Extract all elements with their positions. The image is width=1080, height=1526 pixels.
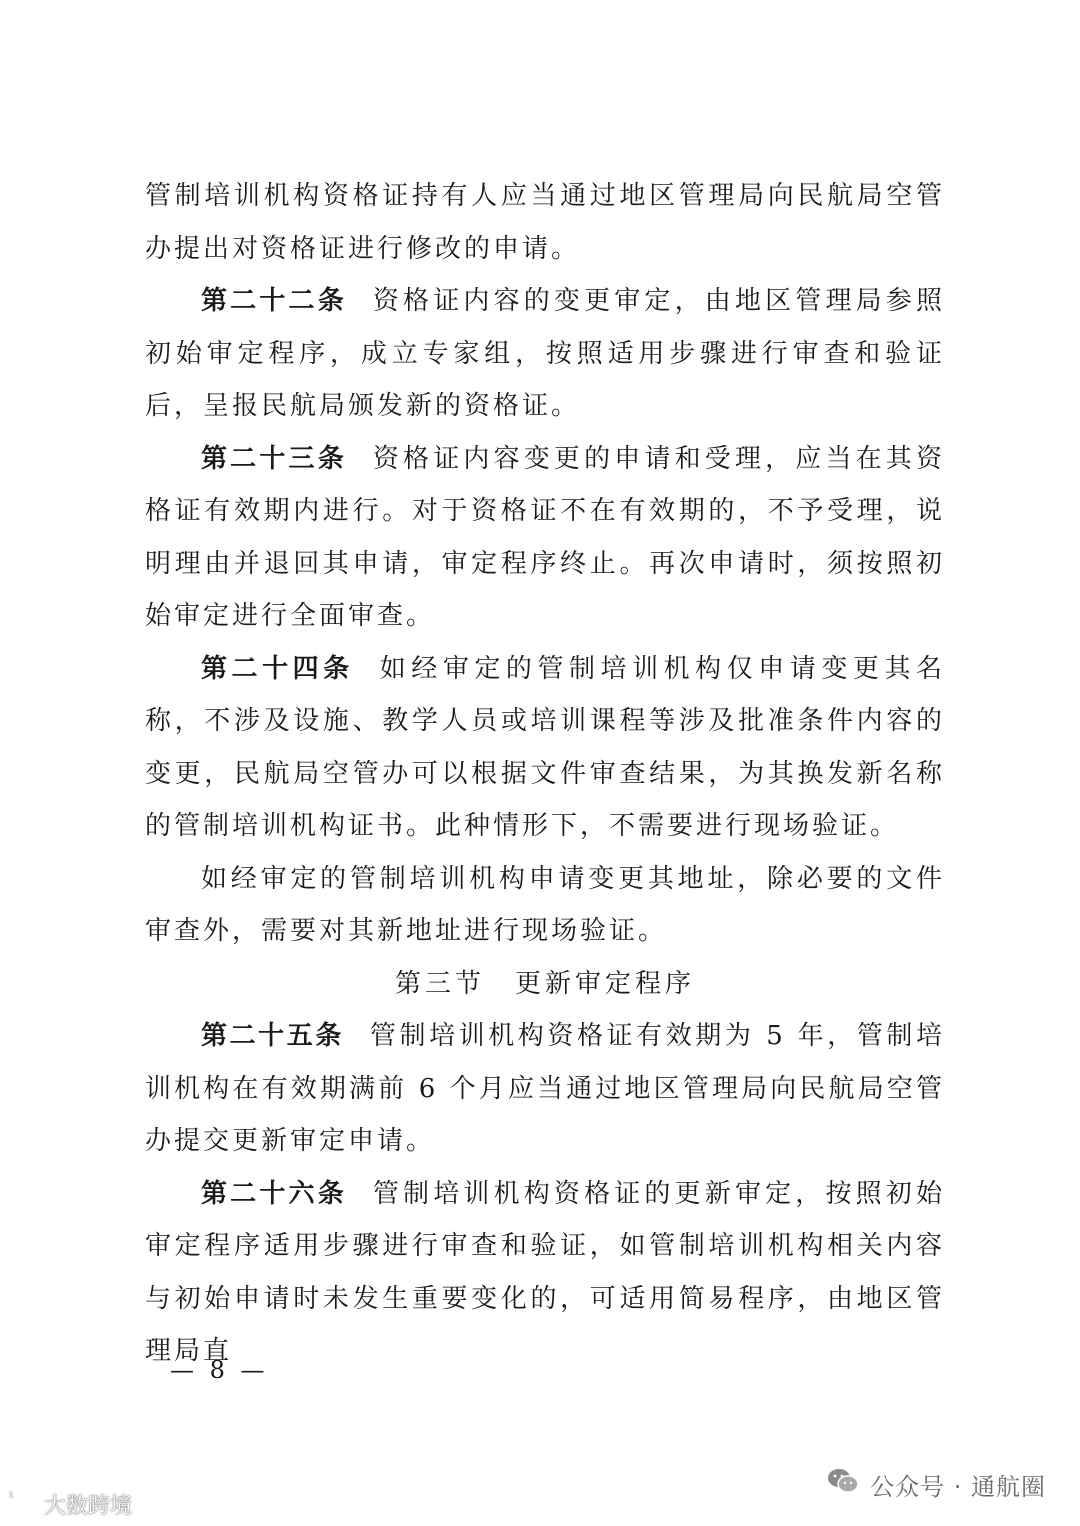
logo-icon: [6, 1488, 40, 1520]
article-text: 如经审定的管制培训机构仅申请变更其名称，不涉及设施、教学人员或培训课程等涉及批准条件内容的变更，民航局空管办可以根据文件审查结果，为其换发新名称的管制培训机构证书。此种情形下，不需要进行现场验证。: [145, 653, 945, 841]
paragraph-text: 管制培训机构资格证持有人应当通过地区管理局向民航局空管办提出对资格证进行修改的申请。: [145, 181, 945, 264]
article-text: 资格证内容的变更审定，由地区管理局参照初始审定程序，成立专家组，按照适用步骤进行审查和验证后，呈报民航局颁发新的资格证。: [145, 286, 945, 421]
watermark-right-text: 公众号 · 通航圈: [870, 1472, 1046, 1501]
article-number: 第二十六条: [201, 1178, 347, 1209]
article-paragraph: [145, 1010, 945, 1168]
article-text: 管制培训机构资格证有效期为 5 年，管制培训机构在有效期满前 6 个月应当通过地区管理局向民航局空管办提交更新审定申请。: [145, 1021, 945, 1156]
svg-text:1: 1: [9, 1491, 14, 1499]
article-paragraph: [145, 1168, 945, 1378]
article-number: 第二十四条: [201, 653, 354, 684]
section-number: 第三节: [394, 968, 485, 999]
article-number: 第二十五条: [201, 1021, 344, 1051]
paragraph: [145, 853, 945, 958]
section-title: 更新审定程序: [515, 968, 696, 999]
article-paragraph: [145, 433, 945, 643]
paragraph: [145, 170, 945, 275]
article-paragraph: [145, 275, 945, 433]
article-text: 管制培训机构资格证的更新审定，按照初始审定程序适用步骤进行审查和验证，如管制培训机构相关内容与初始申请时未发生重要变化的，可适用简易程序，由地区管理局直: [145, 1178, 945, 1366]
document-body: [145, 170, 945, 1378]
article-paragraph: [145, 643, 945, 853]
section-heading: [145, 958, 945, 1011]
wechat-icon: [826, 1466, 860, 1502]
article-number: 第二十二条: [201, 286, 347, 316]
page-number: — 8 —: [170, 1356, 269, 1384]
article-text: 资格证内容变更的申请和受理，应当在其资格证有效期内进行。对于资格证不在有效期的，不予受理，说明理由并退回其申请，审定程序终止。再次申请时，须按照初始审定进行全面审查。: [145, 443, 945, 631]
paragraph-text: 如经审定的管制培训机构申请变更其地址，除必要的文件审查外，需要对其新地址进行现场验证。: [145, 863, 945, 946]
watermark-right: [826, 1466, 1046, 1502]
watermark-left: [6, 1488, 132, 1520]
watermark-left-text: 大数跨境: [44, 1493, 133, 1519]
article-number: 第二十三条: [201, 443, 347, 474]
